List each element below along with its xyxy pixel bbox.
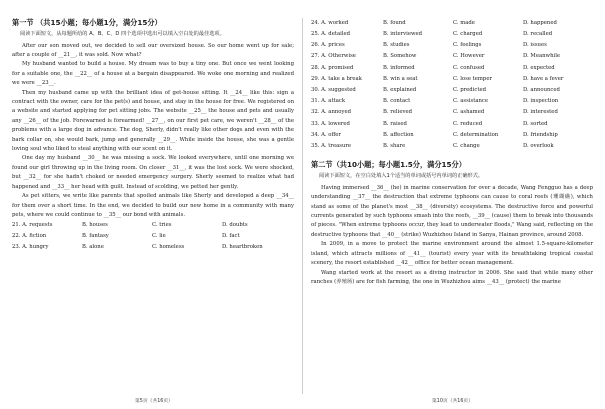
option-29-b: B. win a seat [383,75,418,82]
option-35-b: B. share [383,142,406,149]
option-27-a: 27. A. Otherwise [311,53,356,60]
option-22-a: 22. A. fiction [12,233,47,240]
passage-two-paragraph-2: In 2009, in a move to protect the marine environment around the almost 1.5-square-kilometer island, which attracts millions of __41__ (tourist) every year with its breathtaking tropical coastal scenery, the resort established __42__ office for better ocean management. [311,241,593,267]
option-30-d: D. announced [523,87,560,94]
option-32-a: 32. A. annoyed [311,109,351,116]
option-22-d: D. fact [222,233,240,240]
option-29-c: C. lose temper [453,75,492,82]
option-33-d: D. sorted [523,120,548,127]
option-row-28 [311,63,593,74]
option-row-21 [12,220,294,231]
option-row-26 [311,40,593,51]
passage-paragraph-2: My husband wanted to build a house. My dream was to buy a tiny one. But once we went looking for a suitable one, the __22__ of a house at a bargain disappeared. We woke one morning and realized we were __23__. [12,61,294,87]
option-35-c: C. change [453,142,480,149]
passage-paragraph-5: As pet sitters, we write like parents that spoiled animals like Sherly and developed a deep __34__ for them over a short time. In the end, we decided to build our new home in a community with many pets, where we could continue to __35__ our bond with animals. [12,193,294,218]
option-30-a: 30. A. suggested [311,87,356,94]
right-page [311,18,593,287]
section-two-heading: 第二节（共10小题；每小题1.5分，满分15分） [311,160,466,170]
section-two [311,160,593,287]
option-30-c: C. predicted [453,87,486,94]
option-24-b: B. found [383,19,406,26]
section-one-heading: 第一节 （共15小题；每小题1分，满分15分） [12,18,162,27]
option-29-a: 29. A. take a break [311,75,362,82]
option-26-c: C. feelings [453,42,482,49]
option-28-d: D. expected [523,64,555,71]
option-31-d: D. inspection [523,98,559,105]
option-26-a: 26. A. prices [311,42,345,49]
options-list-right [311,18,593,152]
option-row-32 [311,108,593,119]
option-row-34 [311,130,593,141]
option-28-a: 28. A. promised [311,64,354,71]
option-33-c: C. reduced [453,120,483,127]
option-28-b: B. informed [383,64,415,71]
option-24-c: C. made [453,19,475,26]
option-25-d: D. recalled [523,31,553,38]
option-21-d: D. doubts [222,222,248,229]
option-row-25 [311,29,593,40]
page-divider [302,18,303,394]
option-row-24 [311,18,593,29]
option-26-b: B. studies [383,42,410,49]
option-row-22 [12,231,294,242]
option-25-a: 25. A. detailed [311,31,351,38]
option-row-31 [311,96,593,107]
passage-paragraph-3: Then my husband came up with the brilliant idea of get-house sitting. It __24__ like this: sign a contract with the owner, care for the pet(s) and house, and stay in the house for free. We registered on a website and started applying for pet sitting jobs. The website __25__ the house and pets and usually any __26__ of the job. Forewarned is forearmed! __27__, on our first pet care, we weren't __28__ of the problems with a large dog in advance. The dog, Sherly, didn't really like other dogs and even with the bark collar on, she would bark, jump and generally __29__. While inside the house, she was a gentle loving soul who liked to steal anything with our scent on it. [12,89,294,153]
option-35-d: D. overlook [523,142,554,149]
option-22-c: C. lie [152,233,166,240]
passage-paragraph-1: After our son moved out, we decided to sell our oversized house. So our home went up for sale; after a couple of __21__, it was sold. Now what? [12,42,294,58]
option-34-d: D. friendship [523,131,558,138]
passage-two-paragraph-3: Wang started work at the resort as a diving instructor in 2006. She said that while many other ranches (养殖场) are for fish farming, the one in Wuzhizhou aims __43__ (protect) the marine [311,269,593,285]
option-row-35 [311,141,593,152]
option-row-33 [311,119,593,130]
option-25-c: C. charged [453,31,483,38]
option-22-b: B. fantasy [82,233,109,240]
option-32-c: C. ashamed [453,109,485,116]
options-list-left [12,220,294,253]
option-row-29 [311,74,593,85]
option-row-30 [311,85,593,96]
option-21-a: 21. A. requests [12,222,53,229]
option-31-b: B. contact [383,98,411,105]
left-page-footer: 第5页（共16页） [135,399,173,404]
option-23-c: C. homeless [152,244,185,251]
option-25-b: B. interviewed [383,31,423,38]
option-30-b: B. explained [383,87,417,94]
option-24-d: D. happened [523,19,557,26]
option-33-b: B. raised [383,120,407,127]
section-one-instruction: 阅读下面短文，从每题所给的 A、B、C、D 四个选项中选出可以填入空白处的最佳选项。 [20,31,225,37]
option-32-b: B. relieved [383,109,412,116]
right-page-footer: 第10页（共16页） [432,399,473,404]
option-27-d: D. Meanwhile [523,53,561,60]
option-row-23 [12,242,294,253]
option-27-b: B. Somehow [383,53,417,60]
option-21-c: C. tries [152,222,172,229]
option-35-a: 35. A. treasure [311,142,352,149]
option-34-c: C. determination [453,131,499,138]
option-31-c: C. assistance [453,98,489,105]
option-24-a: 24. A. worked [311,19,349,26]
option-26-d: D. issues [523,42,547,49]
option-32-d: D. interested [523,109,558,116]
option-row-27 [311,52,593,63]
section-two-instruction: 阅读下面短文，在空白处填入1个适当的单词或括号内单词的正确形式。 [319,173,484,180]
passage-two-paragraph-1: Having immersed __36__ (he) in marine conservation for over a decade, Wang Fengguo has a deep understanding __37__ the destruction that extreme typhoons can cause to coral reefs (珊瑚礁), which stand as some of the planet's most __38__ (diversity) ecosystems. The destructive force and powerful currents generated by such typhoons smash into the reefs, __39__ (cause) them to break into thousands of pieces. "When extreme typhoons occur, they lead to underwater floods," Wang said, reflecting on the destructive typhoons that __40__ (strike) Wuzhizhou Island in Sanya, Hainan province, around 2008. [311,184,593,238]
option-28-c: C. confused [453,64,485,71]
option-34-b: B. affection [383,131,414,138]
option-29-d: D. have a fever [523,75,564,82]
option-21-b: B. houses [82,222,108,229]
option-23-a: 23. A. hungry [12,244,49,251]
option-31-a: 31. A. attack [311,98,346,105]
option-23-b: B. alone [82,244,104,251]
option-23-d: D. heartbroken [222,244,263,251]
option-27-c: C. However [453,53,485,60]
option-34-a: 34. A. offer [311,131,341,138]
passage-paragraph-4: One day my husband __30__ he was missing a sock. We looked everywhere, until one morning we found our girl throwing up in the living room. On closer __31__, it was the lost sock. We were shocked, but __32__ for she hadn't choked or needed emergency surgery. Sherly seemed to realize what had happened and __33__ her head with guilt. Instead of scolding, we petted her gently. [12,155,294,190]
left-page [12,18,294,253]
option-33-a: 33. A. lowered [311,120,350,127]
